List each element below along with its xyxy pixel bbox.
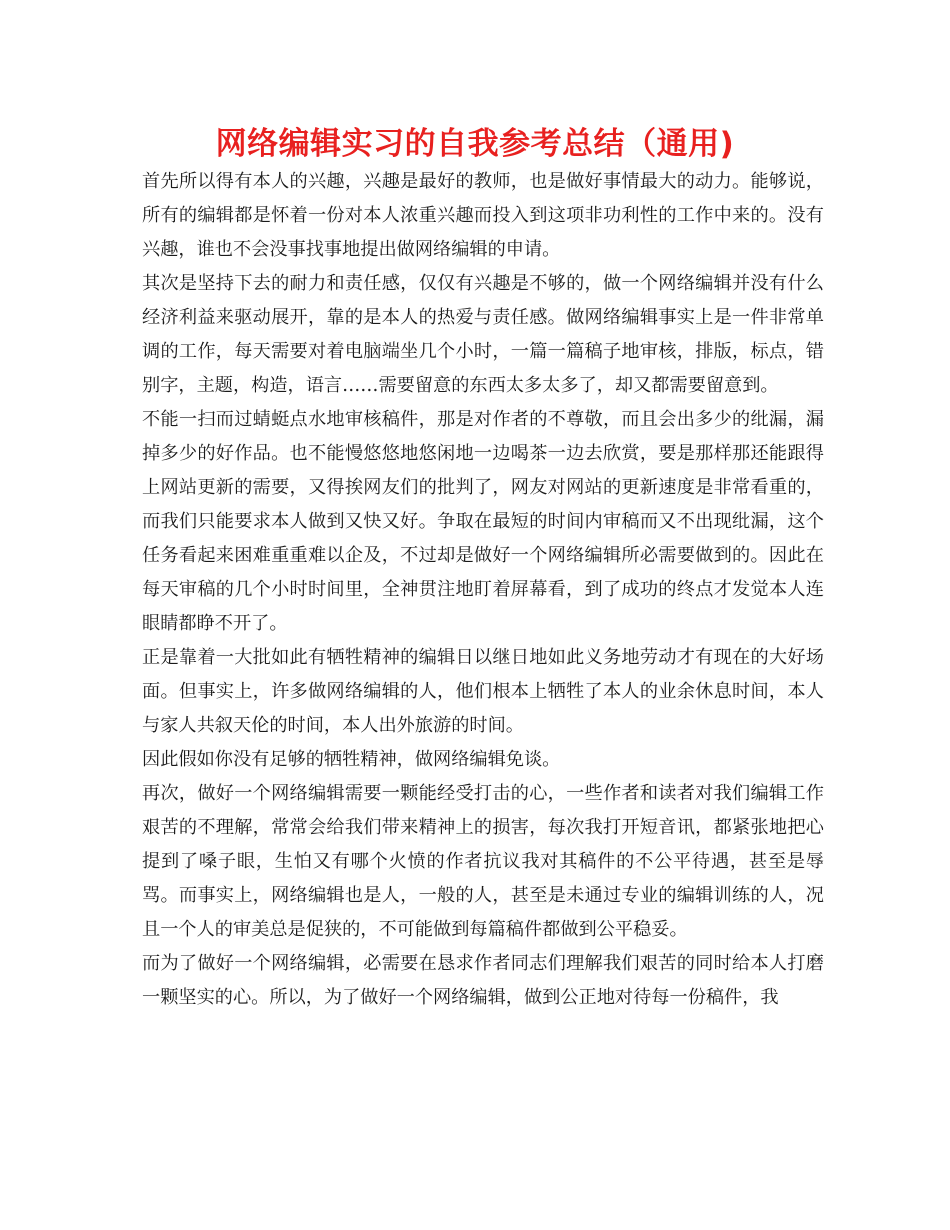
paragraph: 因此假如你没有足够的牺牲精神，做网络编辑免谈。: [142, 749, 561, 770]
document-body: [142, 165, 824, 1015]
paragraph: 不能一扫而过蜻蜓点水地审核稿件，那是对作者的不尊敬，而且会出多少的纰漏，漏掉多少的好作品。也不能慢悠悠地悠闲地一边喝茶一边去欣赏，要是那样那还能跟得上网站更新的需要，又得挨网友们的批判了，网友对网站的更新速度是非常看重的，而我们只能要求本人做到又快又好。争取在最短的时间内审稿而又不出现纰漏，这个任务看起来困难重重难以企及，不过却是做好一个网络编辑所必需要做到的。因此在每天审稿的几个小时时间里，全神贯注地盯着屏幕看，到了成功的终点才发觉本人连眼睛都睁不开了。: [142, 409, 824, 634]
paragraph: 而为了做好一个网络编辑，必需要在恳求作者同志们理解我们艰苦的同时给本人打磨一颗坚实的心。所以，为了做好一个网络编辑，做到公正地对待每一份稿件，我: [142, 953, 824, 1008]
paragraph: 其次是坚持下去的耐力和责任感，仅仅有兴趣是不够的，做一个网络编辑并没有什么经济利益来驱动展开，靠的是本人的热爱与责任感。做网络编辑事实上是一件非常单调的工作，每天需要对着电脑端坐几个小时，一篇一篇稿子地审核，排版，标点，错别字，主题，构造，语言……需要留意的东西太多太多了，却又都需要留意到。: [142, 273, 824, 396]
paragraph: 首先所以得有本人的兴趣，兴趣是最好的教师，也是做好事情最大的动力。能够说，所有的编辑都是怀着一份对本人浓重兴趣而投入到这项非功利性的工作中来的。没有兴趣，谁也不会没事找事地提出做网络编辑的申请。: [142, 171, 824, 260]
paragraph: 再次，做好一个网络编辑需要一颗能经受打击的心，一些作者和读者对我们编辑工作艰苦的不理解，常常会给我们带来精神上的损害，每次我打开短音讯，都紧张地把心提到了嗓子眼，生怕又有哪个火愤的作者抗议我对其稿件的不公平待遇，甚至是辱骂。而事实上，网络编辑也是人，一般的人，甚至是未通过专业的编辑训练的人，况且一个人的审美总是促狭的，不可能做到每篇稿件都做到公平稳妥。: [142, 783, 824, 940]
paragraph: 正是靠着一大批如此有牺牲精神的编辑日以继日地如此义务地劳动才有现在的大好场面。但事实上，许多做网络编辑的人，他们根本上牺牲了本人的业余休息时间，本人与家人共叙天伦的时间，本人出外旅游的时间。: [142, 647, 824, 736]
document-title: 网络编辑实习的自我参考总结（通用): [215, 126, 735, 162]
